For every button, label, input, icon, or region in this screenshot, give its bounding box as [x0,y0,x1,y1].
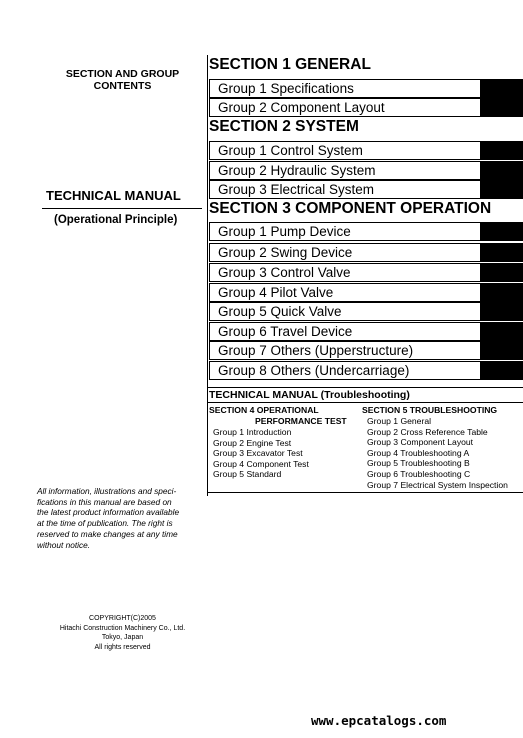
group-label: Group 3 Electrical System [218,182,375,197]
list-item[interactable]: Group 7 Electrical System Inspection [367,479,508,490]
list-item[interactable]: Group 5 Troubleshooting B [367,458,470,469]
notice-line: the latest product information available [37,507,180,518]
section-3-group-6[interactable] [209,322,523,341]
section-and-group-contents [40,68,205,92]
notice-text [37,486,202,550]
section-5-group-list [367,416,508,490]
index-tab [480,263,522,282]
copyright-line: Tokyo, Japan [101,634,144,642]
index-tab [480,302,522,321]
section-3-group-5[interactable] [209,302,523,321]
index-tab [480,98,522,117]
group-label: Group 1 Specifications [218,81,354,96]
list-item[interactable]: Group 5 Standard [213,469,282,480]
section-4-title [209,405,347,426]
section-3-title: SECTION 3 COMPONENT OPERATION [209,200,492,217]
index-tab [480,180,522,199]
section-5-title: SECTION 5 TROUBLESHOOTING [362,405,498,415]
troubleshooting-bottom-rule [208,492,523,493]
sgc-line-2: CONTENTS [93,80,152,92]
troubleshooting-title: TECHNICAL MANUAL (Troubleshooting) [209,389,410,401]
sgc-line-1: SECTION AND GROUP [65,68,180,80]
index-tab [480,361,522,380]
index-tab [480,141,522,160]
section-3-group-1[interactable] [209,222,523,241]
section-3-group-4[interactable] [209,283,523,302]
group-label: Group 3 Control Valve [218,265,351,280]
section-1-group-2[interactable] [209,98,523,117]
section-1-title: SECTION 1 GENERAL [209,56,371,73]
group-label: Group 8 Others (Undercarriage) [218,363,410,378]
section-4-title-line-1: SECTION 4 OPERATIONAL [209,405,319,415]
list-item[interactable]: Group 3 Component Layout [367,437,474,448]
group-label: Group 2 Swing Device [218,245,353,260]
section-2-group-2[interactable] [209,161,523,180]
notice-line: reserved to make changes at any time [37,528,178,539]
index-tab [480,283,522,302]
section-2-group-1[interactable] [209,141,523,160]
group-label: Group 4 Pilot Valve [218,285,334,300]
index-tab [480,161,522,180]
group-label: Group 6 Travel Device [218,324,353,339]
group-label: Group 1 Control System [218,143,363,158]
section-3-group-3[interactable] [209,263,523,282]
notice-line: All information, illustrations and speci- [37,486,177,496]
tech-manual-title: TECHNICAL MANUAL [46,188,181,203]
copyright-line: Hitachi Construction Machinery Co., Ltd. [59,624,186,632]
notice-line: without notice. [37,539,91,550]
section-1-group-1[interactable] [209,79,523,98]
list-item[interactable]: Group 3 Excavator Test [213,448,303,459]
footer-url[interactable]: www.epcatalogs.com [311,713,447,728]
index-tab [480,222,522,241]
section-4-group-list [213,427,309,480]
notice-line: fications in this manual are based on [37,496,172,507]
list-item[interactable]: Group 1 General [367,416,432,426]
index-tab [480,243,522,262]
column-divider [207,55,208,496]
notice-line: at the time of publication. The right is [37,518,173,529]
copyright-line: COPYRIGHT(C)2005 [89,615,156,622]
index-tab [480,79,522,98]
section-2-title: SECTION 2 SYSTEM [209,118,359,135]
group-label: Group 2 Component Layout [218,100,385,115]
list-item[interactable]: Group 4 Component Test [213,458,309,469]
list-item[interactable]: Group 6 Troubleshooting C [367,468,471,479]
copyright-line: All rights reserved [94,643,151,651]
index-tab [480,322,522,341]
copyright-block [40,614,205,652]
section-2-group-3[interactable] [209,180,523,199]
section-3-group-7[interactable] [209,341,523,360]
tech-manual-divider [42,208,202,209]
tech-manual-subtitle: (Operational Principle) [54,214,178,226]
index-tab [480,341,522,360]
group-label: Group 5 Quick Valve [218,304,342,319]
section-4-title-line-2: PERFORMANCE TEST [255,415,347,426]
group-label: Group 2 Hydraulic System [218,163,376,178]
list-item[interactable]: Group 2 Engine Test [213,437,292,448]
troubleshooting-top-rule [208,387,523,388]
list-item[interactable]: Group 1 Introduction [213,427,292,437]
list-item[interactable]: Group 2 Cross Reference Table [367,426,488,437]
group-label: Group 1 Pump Device [218,224,351,239]
group-label: Group 7 Others (Upperstructure) [218,343,414,358]
list-item[interactable]: Group 4 Troubleshooting A [367,447,470,458]
section-3-group-2[interactable] [209,243,523,262]
section-3-group-8[interactable] [209,361,523,380]
troubleshooting-title-rule [208,402,523,403]
